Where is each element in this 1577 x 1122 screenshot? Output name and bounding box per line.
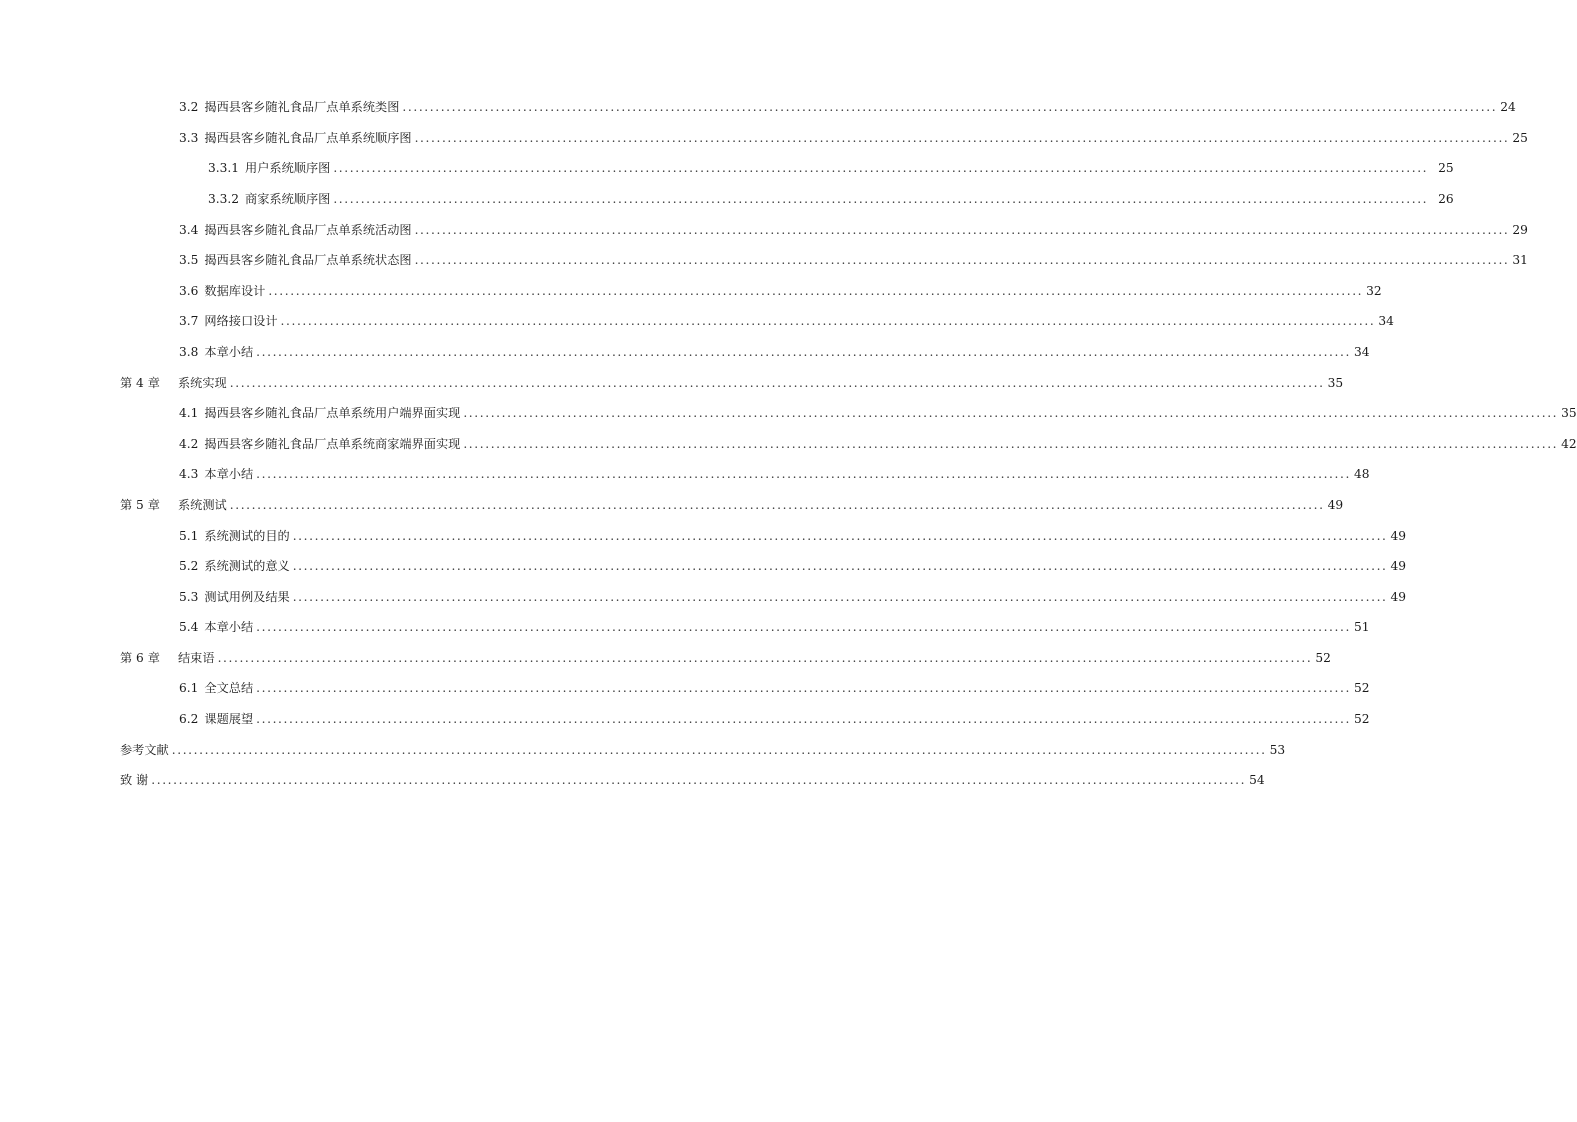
dot-leader: ........................................................................................................................................................................................................ [463, 436, 1559, 451]
toc-entry[interactable] [0, 643, 1331, 674]
toc-entry-number: 第 6 章 [120, 650, 160, 665]
dot-leader: ........................................................................................................................................................................................................ [171, 742, 1267, 757]
toc-entry-number: 3.3.2 [208, 191, 240, 206]
toc-entry-number: 第 5 章 [120, 497, 160, 512]
toc-entry-page: 29 [1512, 222, 1528, 237]
dot-leader: ........................................................................................................................................................................................................ [292, 589, 1388, 604]
toc-entry-page: 53 [1269, 742, 1286, 757]
toc-entry-page: 52 [1353, 681, 1370, 696]
dot-leader: ........................................................................................................................................................................................................ [463, 406, 1559, 421]
dot-leader: ........................................................................................................................................................................................................ [268, 283, 1364, 298]
toc-entry[interactable] [0, 367, 1344, 398]
toc-entry[interactable] [0, 398, 1577, 429]
toc-entry-title: 本章小结 [204, 467, 254, 482]
toc-entry[interactable] [0, 245, 1528, 276]
toc-entry-number: 5.1 [179, 528, 199, 543]
toc-entry-title: 全文总结 [204, 681, 254, 696]
toc-entry-page: 51 [1353, 620, 1370, 635]
dot-leader: ........................................................................................................................................................................................................ [151, 773, 1247, 788]
toc-entry-title: 参考文献 [120, 742, 169, 757]
dot-leader: ........................................................................................................................................................................................................ [292, 528, 1388, 543]
toc-entry-title: 系统测试的意义 [204, 559, 290, 574]
dot-leader: ........................................................................................................................................................................................................ [292, 559, 1388, 574]
dot-leader: ........................................................................................................................................................................................................ [256, 712, 1351, 727]
toc-entry-number: 5.4 [179, 620, 199, 635]
toc-entry[interactable] [0, 520, 1407, 551]
toc-entry-number: 4.3 [179, 467, 199, 482]
toc-entry-title: 本章小结 [204, 344, 254, 359]
toc-entry[interactable] [0, 551, 1407, 582]
toc-entry-title: 系统测试 [178, 497, 227, 512]
dot-leader: ........................................................................................................................................................................................................ [333, 161, 1429, 176]
toc-entry-title: 致 谢 [120, 773, 149, 788]
toc-entry-page: 49 [1390, 559, 1407, 574]
toc-entry-title: 测试用例及结果 [204, 589, 290, 604]
toc-entry[interactable] [0, 490, 1344, 521]
toc-entry[interactable] [0, 337, 1370, 368]
toc-entry-page: 34 [1378, 314, 1394, 329]
toc-entry-title: 商家系统顺序图 [245, 191, 331, 206]
toc-entry-title: 系统实现 [178, 375, 227, 390]
toc-entry-title: 揭西县客乡随礼食品厂点单系统状态图 [204, 253, 412, 268]
toc-entry[interactable] [0, 429, 1577, 460]
dot-leader: ........................................................................................................................................................................................................ [256, 681, 1351, 696]
toc-entry-number: 6.2 [179, 712, 199, 727]
toc-entry-title: 本章小结 [204, 620, 254, 635]
toc-entry-page: 26 [1438, 191, 1454, 206]
toc-entry-title: 用户系统顺序图 [245, 161, 331, 176]
toc-entry-number: 6.1 [179, 681, 199, 696]
toc-entry-number: 第 4 章 [120, 375, 160, 390]
toc-entry-title: 网络接口设计 [204, 314, 278, 329]
toc-entry-page: 49 [1327, 497, 1344, 512]
toc-entry-page: 49 [1390, 589, 1407, 604]
toc-entry[interactable] [0, 704, 1370, 735]
toc-entry-number: 5.3 [179, 589, 199, 604]
toc-entry-title: 结束语 [178, 650, 215, 665]
toc-entry-page: 54 [1249, 773, 1265, 788]
table-of-contents [0, 92, 1577, 796]
toc-entry[interactable] [0, 153, 1454, 184]
toc-entry[interactable] [0, 459, 1370, 490]
toc-entry-page: 52 [1353, 712, 1370, 727]
toc-entry-title: 系统测试的目的 [204, 528, 290, 543]
toc-entry-number: 4.2 [179, 436, 199, 451]
toc-entry-page: 49 [1390, 528, 1407, 543]
dot-leader: ........................................................................................................................................................................................................ [256, 344, 1351, 359]
toc-entry-page: 35 [1327, 375, 1344, 390]
toc-entry[interactable] [0, 276, 1382, 307]
toc-entry-number: 3.4 [179, 222, 199, 237]
toc-entry[interactable] [0, 582, 1407, 613]
toc-entry-page: 24 [1500, 100, 1516, 115]
dot-leader: ........................................................................................................................................................................................................ [217, 650, 1313, 665]
toc-entry-number: 5.2 [179, 559, 199, 574]
toc-entry-page: 42 [1561, 436, 1577, 451]
toc-entry-number: 4.1 [179, 406, 199, 421]
dot-leader: ........................................................................................................................................................................................................ [229, 375, 1325, 390]
toc-entry[interactable] [0, 184, 1454, 215]
dot-leader: ........................................................................................................................................................................................................ [333, 191, 1429, 206]
dot-leader: ........................................................................................................................................................................................................ [256, 620, 1351, 635]
toc-entry-number: 3.2 [179, 100, 199, 115]
toc-entry-number: 3.3.1 [208, 161, 240, 176]
toc-entry[interactable] [0, 123, 1528, 154]
toc-entry-title: 数据库设计 [204, 283, 266, 298]
toc-entry-title: 揭西县客乡随礼食品厂点单系统类图 [204, 100, 400, 115]
toc-entry-title: 揭西县客乡随礼食品厂点单系统顺序图 [204, 130, 412, 145]
dot-leader: ........................................................................................................................................................................................................ [256, 467, 1351, 482]
dot-leader: ........................................................................................................................................................................................................ [414, 130, 1510, 145]
toc-entry-page: 35 [1561, 406, 1577, 421]
dot-leader: ........................................................................................................................................................................................................ [229, 497, 1325, 512]
toc-entry-page: 32 [1366, 283, 1382, 298]
toc-entry-number: 3.3 [179, 130, 199, 145]
toc-entry-page: 31 [1512, 253, 1528, 268]
dot-leader: ........................................................................................................................................................................................................ [414, 222, 1510, 237]
toc-entry-number: 3.5 [179, 253, 199, 268]
toc-entry-page: 25 [1438, 161, 1454, 176]
toc-entry-page: 48 [1353, 467, 1370, 482]
toc-entry[interactable] [0, 673, 1370, 704]
toc-entry-page: 34 [1353, 344, 1370, 359]
toc-entry-title: 揭西县客乡随礼食品厂点单系统活动图 [204, 222, 412, 237]
toc-entry-page: 25 [1512, 130, 1528, 145]
dot-leader: ........................................................................................................................................................................................................ [402, 100, 1498, 115]
toc-entry[interactable] [0, 214, 1528, 245]
dot-leader: ........................................................................................................................................................................................................ [280, 314, 1376, 329]
toc-entry[interactable] [0, 612, 1370, 643]
toc-entry-title: 课题展望 [204, 712, 254, 727]
toc-entry[interactable] [0, 734, 1286, 765]
toc-entry-number: 3.6 [179, 283, 199, 298]
toc-entry-page: 52 [1315, 650, 1331, 665]
dot-leader: ........................................................................................................................................................................................................ [414, 253, 1510, 268]
toc-entry[interactable] [0, 765, 1265, 796]
toc-entry-title: 揭西县客乡随礼食品厂点单系统用户端界面实现 [204, 406, 461, 421]
toc-entry-number: 3.8 [179, 344, 199, 359]
toc-entry-number: 3.7 [179, 314, 199, 329]
toc-entry[interactable] [0, 306, 1394, 337]
toc-entry[interactable] [0, 92, 1516, 123]
toc-entry-title: 揭西县客乡随礼食品厂点单系统商家端界面实现 [204, 436, 461, 451]
